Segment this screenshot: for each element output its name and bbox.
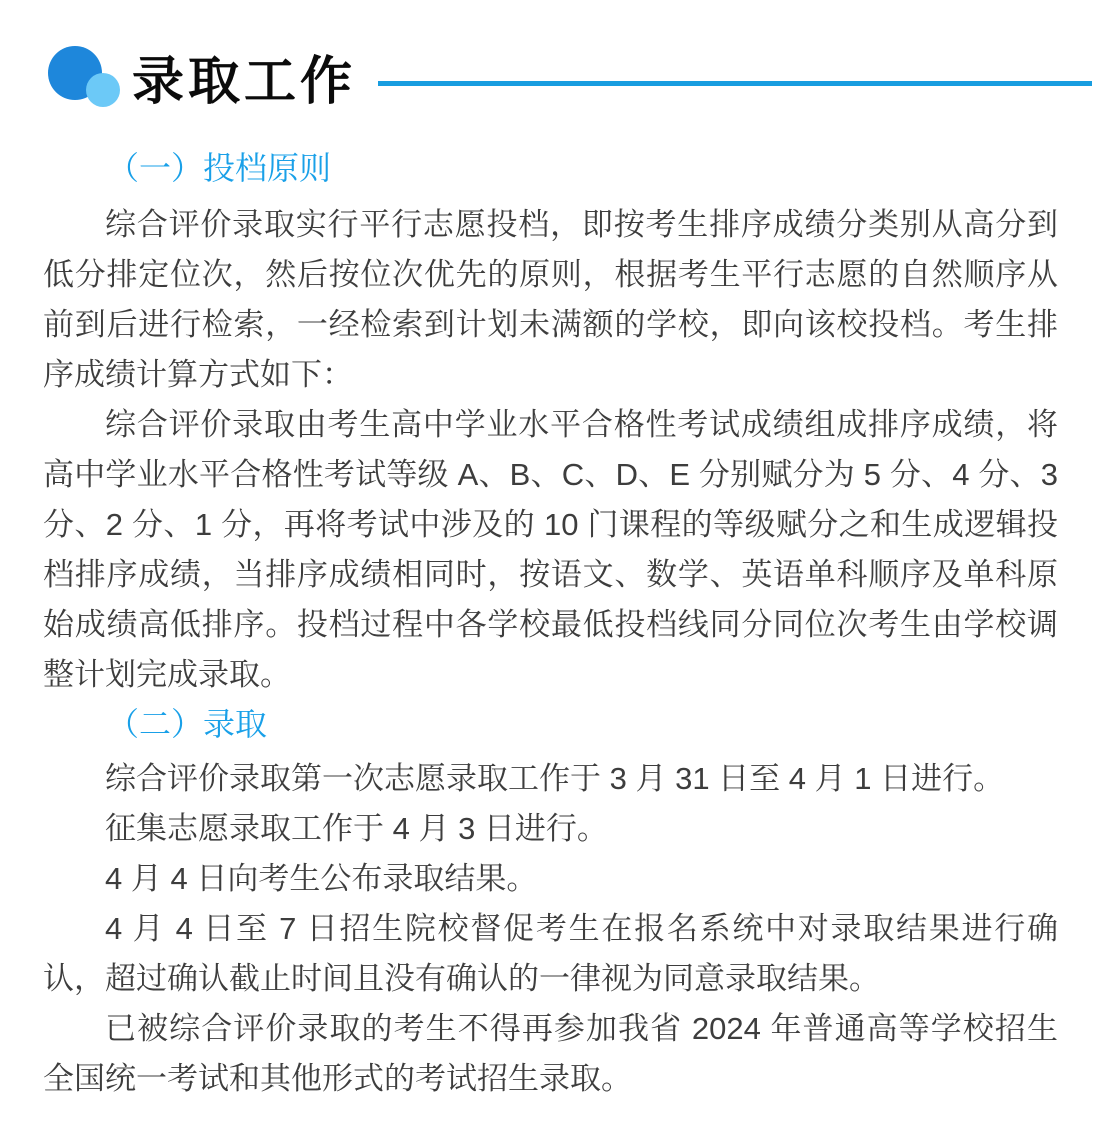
page-title: 录取工作 [132, 53, 357, 111]
section-heading-filing-principles: （一）投档原则 [107, 150, 332, 186]
paragraph-admission-2: 征集志愿录取工作于 4 月 3 日进行。 [105, 811, 608, 846]
paragraph-admission-3: 4 月 4 日向考生公布录取结果。 [105, 861, 538, 896]
page-header [48, 42, 1092, 122]
two-circles-icon [48, 44, 122, 120]
paragraph-filing-2: 综合评价录取由考生高中学业水平合格性考试成绩组成排序成绩，将高中学业水平合格性考试等级 A、B、C、D、E 分别赋分为 5 分、4 分、3 分、2 分、1 分，再将考试中涉及的 10 门课程的等级赋分之和生成逻辑投档排序成绩，当排序成绩相同时，按语文、数学、英语单科顺序及单科原始成绩高低排序。投档过程中各学校最低投档线同分同位次考生由学校调整计划完成录取。 [43, 407, 1058, 692]
small-light-blue-circle [86, 73, 120, 107]
document-body [43, 148, 1058, 1104]
paragraph-filing-1: 综合评价录取实行平行志愿投档，即按考生排序成绩分类别从高分到低分排定位次，然后按位次优先的原则，根据考生平行志愿的自然顺序从前到后进行检索，一经检索到计划未满额的学校，即向该校投档。考生排序成绩计算方式如下： [43, 207, 1058, 392]
section-heading-admission: （二）录取 [107, 706, 268, 742]
title-rule-line [378, 81, 1092, 86]
paragraph-admission-5: 已被综合评价录取的考生不得再参加我省 2024 年普通高等学校招生全国统一考试和其他形式的考试招生录取。 [43, 1011, 1058, 1096]
paragraph-admission-1: 综合评价录取第一次志愿录取工作于 3 月 31 日至 4 月 1 日进行。 [105, 761, 1005, 796]
paragraph-admission-4: 4 月 4 日至 7 日招生院校督促考生在报名系统中对录取结果进行确认，超过确认截止时间且没有确认的一律视为同意录取结果。 [43, 911, 1058, 996]
